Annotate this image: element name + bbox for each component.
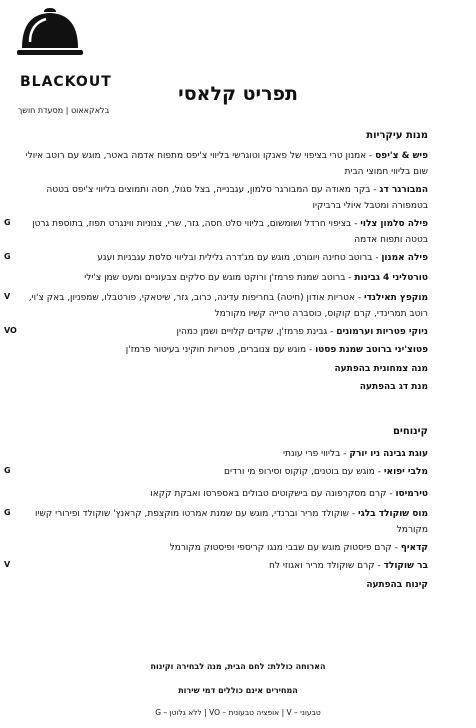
diet-tag: G: [4, 218, 11, 227]
item-desc: - בציפוי חרדל ושומשום, בליווי סלט חסה, גזר, שרי, צנוניות ווינגרט תפוז, בתוספת גרטן בטטה ותפוח אדמה: [32, 219, 428, 245]
menu-item: [8, 486, 428, 502]
item-desc: - בקר מאודה עם המבורגר סלמון, עגבנייה, בצל סגול, חסה ותמוצים בליווי צ'יפס בטטה בטמפורה ומטבל איולי ברביקיו: [46, 185, 428, 211]
item-desc: - אטריות אודון (חיטה) בחריפות עדינה, כרוב, גזר, שיטאקי, פורטבלו, שמפניון, באק צ'וי, רוטב תמרינדי, קרם קוקוס, כוסברה טרייה קשיו מקורמל: [28, 293, 428, 319]
menu-item: [8, 290, 428, 322]
brand-subtitle: בלאקאאוט | מסעדת חושך: [18, 106, 110, 115]
menu-item: [8, 464, 428, 480]
cloche-icon: [16, 6, 84, 60]
item-name: בר שוקולד: [383, 561, 428, 571]
diet-legend: טבעוני – V | אופציה טבעונית – VO | ללא גלוטן – G: [155, 708, 321, 717]
item-name: עוגת גבינה ניו יורק: [349, 449, 428, 459]
surprise-note: מנת דג בהפתעה: [359, 382, 428, 392]
footer-service: המחירים אינם כוללים דמי שירות: [178, 686, 298, 695]
item-desc: - בליווי פרי עונתי: [283, 449, 350, 459]
item-name: פילה אמנון: [381, 253, 428, 263]
diet-tag: V: [4, 560, 11, 569]
menu-item: [8, 446, 428, 462]
menu-item: [8, 216, 428, 248]
item-name: מוס שוקולד בלגי: [358, 509, 428, 519]
surprise-note: מנה צמחונית בהפתעה: [334, 364, 428, 374]
menu-item: [8, 182, 428, 214]
desserts-heading: קינוחים: [392, 426, 428, 437]
brand-logo: [8, 6, 118, 115]
item-name: פיש & צ'יפס: [375, 151, 428, 161]
diet-tag: VO: [4, 326, 17, 335]
menu-item: [8, 540, 428, 556]
item-desc: - קרם שוקולד מריר ואגוזי לח: [268, 561, 384, 571]
item-desc: - קרם פיסטוק מוגש עם שבבי מנגו קריספי ופיסטוק מקורמל: [169, 543, 401, 553]
item-desc: - קרם מסקרפונה עם בישקוטים טבולים באספרסו ואבקת קקאו: [150, 489, 396, 499]
diet-tag: G: [4, 252, 11, 261]
page-title: תפריט קלאסי: [178, 83, 298, 105]
item-name: פילה סלמון צלוי: [360, 219, 428, 229]
item-name: קדאיף: [400, 543, 428, 553]
item-desc: - ברוטב שמנת פרמז'ן ורוקט מוגש עם סלקים צבעוניים ומעט שמן צ'ילי: [84, 273, 355, 283]
item-name: טירמיסו: [395, 489, 428, 499]
menu-item: [8, 270, 428, 286]
surprise-note: קינוח בהפתעה: [366, 580, 428, 590]
item-name: פטוצ'יני ברוטב שמנת פסטו: [315, 345, 428, 355]
item-desc: - גבינת פרמז'ן, שקדים קלויים ושמן כמהין: [176, 327, 337, 337]
menu-item: [8, 506, 428, 538]
diet-tag: G: [4, 508, 11, 517]
item-desc: - ברוטב טחינה ויוגורט, מוגש עם מג'דרה גלילית ובליווי סלסת עגבניות ועגע: [97, 253, 382, 263]
mains-heading: מנות עיקריות: [366, 130, 428, 141]
item-name: ניוקי פטריות וערמונים: [336, 327, 428, 337]
menu-item: [8, 148, 428, 180]
diet-tag: V: [4, 292, 11, 301]
footer-includes: הארוחה כוללת: לחם הבית, מנה לבחירה וקינוח: [150, 662, 326, 671]
menu-item: [8, 250, 428, 266]
menu-item: [8, 558, 428, 574]
item-desc: - מוגש עם צנוברים, פטריות חוקיני בעיטור פרמז'ן: [125, 345, 316, 355]
item-desc: - שוקולד מריר וברנדי, מוגש עם שמנת אמרטו מוקצפת, קראנץ' שוקולד ופירורי קשיו מקורמל: [34, 509, 428, 535]
brand-word: BLACKOUT: [20, 74, 112, 90]
menu-item: [8, 324, 428, 340]
menu-item: [8, 342, 428, 358]
item-desc: - מוגש עם בוטנים, קוקוס וסירופ מי ורדים: [224, 467, 384, 477]
item-name: טורטליני 4 גבינות: [354, 273, 428, 283]
item-name: המבורגר דג: [379, 185, 428, 195]
diet-tag: G: [4, 466, 11, 475]
item-desc: - אמנון טרי בציפוי של פאנקו וטוגרשי בליווי צ'יפס מתפוח אדמה באטר, מוגש עם רוטב איולי שום בליווי חמוצי הבית: [25, 151, 428, 177]
item-name: מוקפץ תאילנדי: [363, 293, 428, 303]
item-name: מלבי יפואי: [383, 467, 428, 477]
